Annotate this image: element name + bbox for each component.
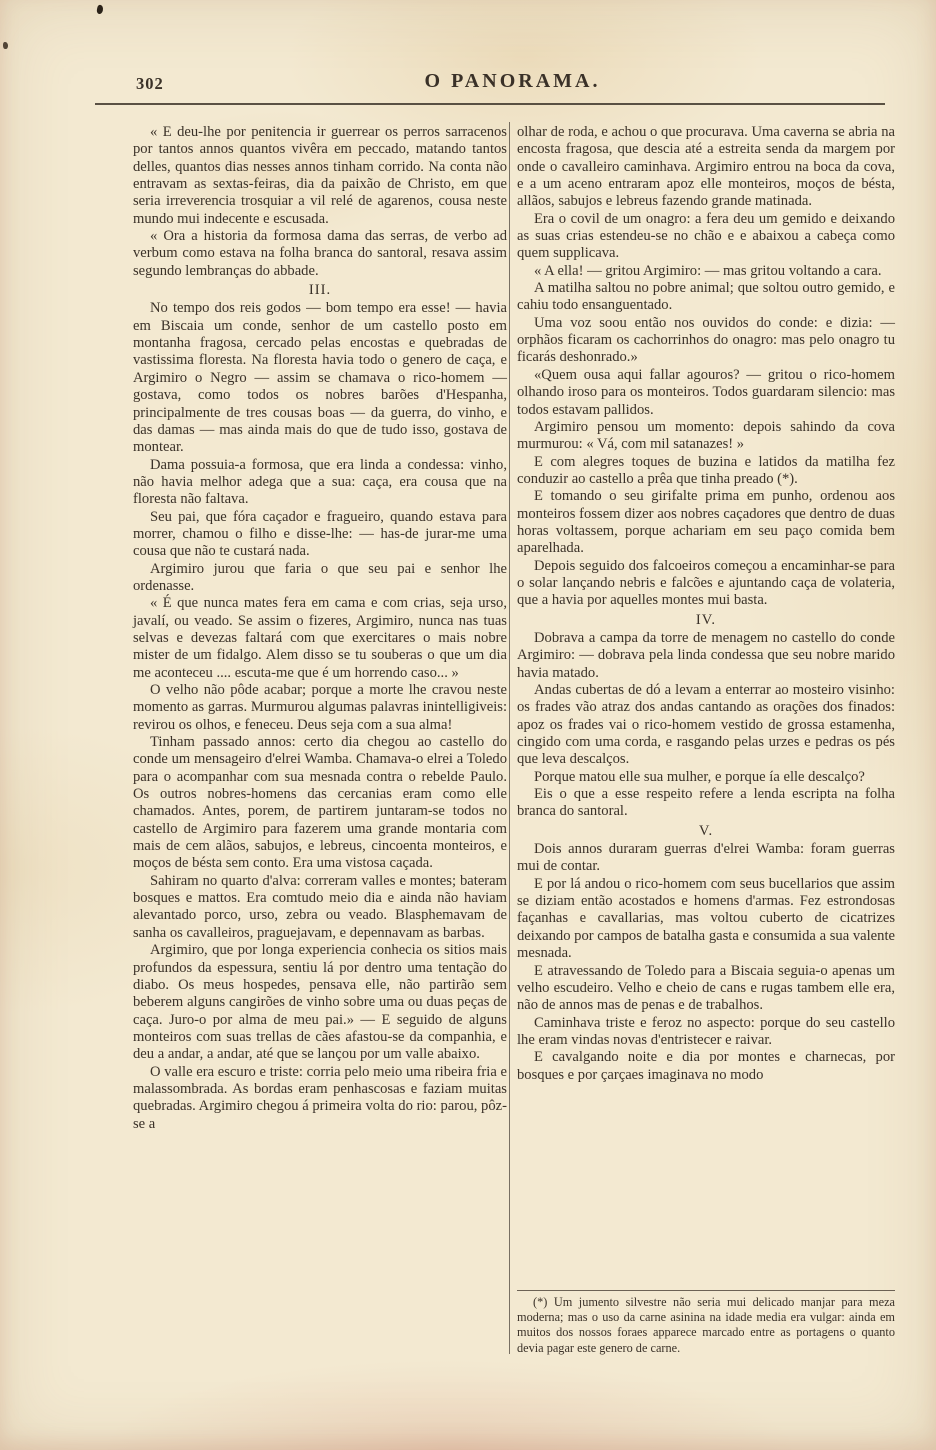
paragraph: Argimiro pensou um momento: depois sahindo da cova murmurou: « Vá, com mil satanazes! » (517, 418, 895, 453)
paragraph: Era o covil de um onagro: a fera deu um gemido e deixando as suas crias estendeu-se no chão e e abaixou a cabeça como quem supplicava. (517, 210, 895, 262)
section-heading: III. (308, 282, 332, 299)
paragraph: O valle era escuro e triste: corria pelo meio uma ribeira fria e malassombrada. As bordas eram penhascosas e faziam muitas quebradas. Argimiro chegou á primeira volta do rio: parou, pôz-se a (133, 1063, 507, 1132)
paragraph: E por lá andou o rico-homem com seus bucellarios que assim se diziam então acostados e homens d'armas. Fez estrondosas façanhas e cavallarias, mas voltou cuberto de cicatrizes deixando por campos de batalha gasta e consumida a sua valente mesnada. (517, 875, 895, 962)
paragraph: A matilha saltou no pobre animal; que soltou outro gemido, e cahiu todo ensanguentado. (517, 280, 895, 314)
paragraph: Argimiro, que por longa experiencia conhecia os sitios mais profundos da espessura, sentiu lá por dentro uma tentação do diabo. Os meus hospedes, pensava elle, não partirão sem beberem alguns cangirões de vinho sobre uma ou duas peças de caça. Juro-o por alma de meu pai.» — E seguido de alguns monteiros com suas trellas de cães afastou-se da companhia, e deu a andar, a andar, até que se lançou por um valle abaixo. (133, 942, 507, 1063)
section-heading: V. (698, 822, 714, 839)
paragraph: « E deu-lhe por penitencia ir guerrear os perros sarracenos por tantos annos quantos vivêra em peccado, matando tantos delles, quantos dias nesses annos tinham corrido. Na conta não entravam as sextas-feiras, dia da paixão de Christo, em que seria irreverencia trosquiar a vil relé de agarenos, cousa neste mundo mui indecente e escusada. (133, 124, 507, 227)
header-rule (95, 103, 885, 105)
text-columns (133, 124, 895, 1356)
paragraph: Depois seguido dos falcoeiros começou a encaminhar-se para o solar lançando nebris e falcões e ajuntando caça de volateria, que a havia por aquelles montes mui basta. (517, 557, 895, 609)
paragraph: E atravessando de Toledo para a Biscaia seguia-o apenas um velho escudeiro. Velho e cheio de cans e rugas tambem elle era, não de annos mas de penas e de trabalhos. (517, 962, 895, 1014)
footnote-rule (517, 1290, 895, 1291)
paragraph: «Quem ousa aqui fallar agouros? — gritou o rico-homem olhando iroso para os monteiros. Todos guardaram silencio: mas todos estavam pallidos. (517, 366, 895, 418)
page-title: O PANORAMA. (424, 70, 601, 92)
paragraph: Argimiro jurou que faria o que seu pai e senhor lhe ordenasse. (133, 560, 507, 594)
left-column (133, 124, 507, 1356)
paragraph: No tempo dos reis godos — bom tempo era esse! — havia em Biscaia um conde, senhor de um castello posto em montanha fragosa, cercado pelas encostas e quebradas de vastissima floresta. Na floresta havia todo o genero de caça, e Argimiro o Negro — assim se chamava o rico-homem — gostava, como todos os nobres barões d'Hespanha, principalmente de tres cousas boas — da guerra, do vinho, e das damas — mas ainda mais do que de tudo isso, gostava de montear. (133, 300, 507, 456)
footnote (517, 1290, 895, 1356)
paragraph: Sahiram no quarto d'alva: correram valles e montes; bateram bosques e mattos. Era comtudo meio dia e ainda não haviam alevantado porco, urso, zebra ou veado. Blasphemavam de sanha os cavalleiros, praguejavam, e depennavam as barbas. (133, 872, 507, 941)
ink-speck (96, 4, 104, 14)
paragraph: Caminhava triste e feroz no aspecto: porque do seu castello lhe eram vindas novas d'entristecer e raivar. (517, 1014, 895, 1048)
paragraph: E cavalgando noite e dia por montes e charnecas, por bosques e por çarçaes imaginava no modo (517, 1049, 895, 1083)
paragraph: Andas cubertas de dó a levam a enterrar ao mosteiro visinho: os frades vão atraz dos andas cantando as orações dos finados: apoz os frades vai o rico-homem vestido de grossa estamenha, cingido com uma corda, e rasgando pelas urzes e pedras os pés que leva descalços. (517, 682, 895, 768)
page-number: 302 (136, 74, 164, 93)
page-header (130, 70, 895, 100)
paragraph: Tinham passado annos: certo dia chegou ao castello do conde um mensageiro d'elrei Wamba. Chamava-o elrei a Toledo para o acompanhar com sua mesnada contra o rebelde Paulo. Os outros nobres-homens das cercanias eram como elle chamados. Antes, porem, de partirem juntaram-se todos no castello de Argimiro para fazerem uma grande montaria com mais de cem alãos, sabujos, e lebreus, cincoenta monteiros, e moços de bésta sem conto. Era uma vistosa caçada. (133, 734, 507, 872)
footnote-text: (*) Um jumento silvestre não seria mui delicado manjar para meza moderna; mas o uso da carne asinina na idade media era vulgar: ainda em muitos dos nossos foraes apparece marcado entre as portagens o quanto devia pagar este genero de carne. (517, 1294, 895, 1355)
section-heading: IV. (695, 611, 717, 628)
column-divider (509, 122, 510, 1354)
paragraph: olhar de roda, e achou o que procurava. Uma caverna se abria na encosta fragosa, que descia até a estreita senda da margem por onde o cavalleiro caminhava. Argimiro entrou na boca da cova, e a um aceno entraram apoz elle monteiros, moços de bésta, allãos, sabujos e lebreus fazendo grande matinada. (517, 124, 895, 210)
paragraph: E tomando o seu girifalte prima em punho, ordenou aos monteiros fossem dizer aos nobres caçadores que dentro de duas horas voltassem, porque achariam em seu paço comida bem aparelhada. (517, 488, 895, 557)
paragraph: Eis o que a esse respeito refere a lenda escripta na folha branca do santoral. (517, 786, 895, 820)
paragraph: Porque matou elle sua mulher, e porque ía elle descalço? (534, 768, 865, 785)
paragraph: Dama possuia-a formosa, que era linda a condessa: vinho, não havia melhor adega que a sua: caça, era cousa que na floresta não faltava. (133, 456, 507, 508)
right-column (517, 124, 895, 1356)
paragraph: « Ora a historia da formosa dama das serras, de verbo ad verbum como estava na folha branca do santoral, resava assim segundo lembranças do abbade. (133, 228, 507, 279)
ink-speck (3, 42, 8, 49)
paragraph: « É que nunca mates fera em cama e com crias, seja urso, javalí, ou veado. Se assim o fizeres, Argimiro, nunca nas tuas selvas e devezas faltará com que exercitares o mais nobre mister de um fidalgo. Alem disso se tu souberas o que um dia me aconteceu .... escuta-me que é um horrendo caso... » (133, 595, 507, 681)
paragraph: O velho não pôde acabar; porque a morte lhe cravou neste momento as garras. Murmurou algumas palavras inintelligiveis: revirou os olhos, e feneceu. Deus seja com a sua alma! (133, 682, 507, 733)
paragraph: E com alegres toques de buzina e latidos da matilha fez conduzir ao castello a prêa que tinha preado (*). (517, 453, 895, 487)
paragraph: « A ella! — gritou Argimiro: — mas gritou voltando a cara. (534, 262, 882, 279)
paragraph: Dois annos duraram guerras d'elrei Wamba: foram guerras mui de contar. (517, 841, 895, 875)
paragraph: Seu pai, que fóra caçador e fragueiro, quando estava para morrer, chamou o filho e disse-lhe: — has-de jurar-me uma cousa que não te custará nada. (133, 508, 507, 560)
paragraph: Uma voz soou então nos ouvidos do conde: e dizia: — orphãos ficaram os cachorrinhos do onagro: mas pelo onagro tu ficarás deshonrado.» (517, 314, 895, 366)
paragraph: Dobrava a campa da torre de menagem no castello do conde Argimiro: — dobrava pela linda condessa que seu nobre marido havia matado. (517, 629, 895, 681)
